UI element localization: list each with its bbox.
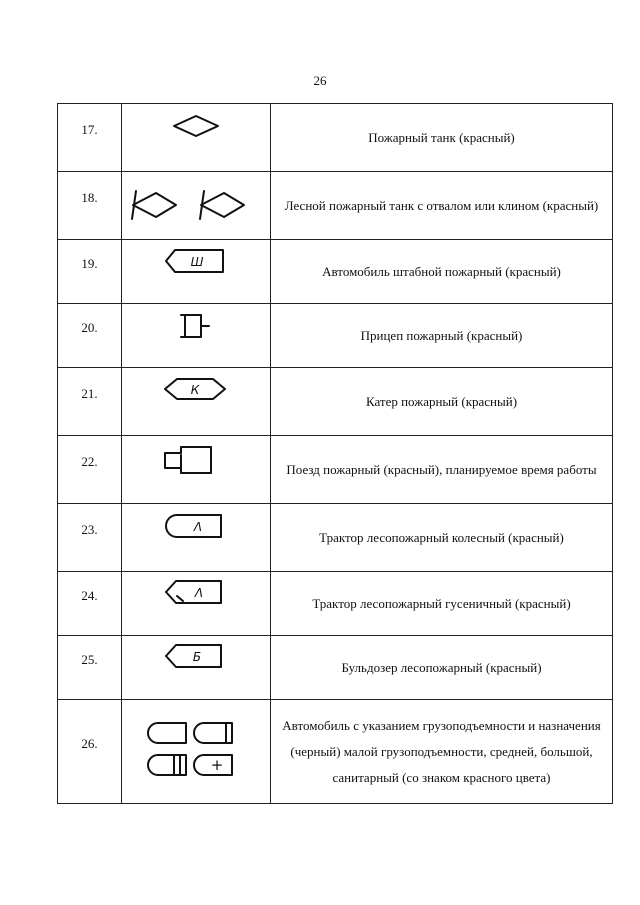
vehicle-letter: Λ xyxy=(194,585,204,600)
boat-icon xyxy=(161,377,231,427)
tank-with-blade-icon xyxy=(126,181,266,231)
light-truck-icon xyxy=(148,723,186,743)
row-description: Лесной пожарный танк с отвалом или клином (красный) xyxy=(271,172,613,240)
row-number: 21. xyxy=(81,385,98,401)
row-description: Катер пожарный (красный) xyxy=(271,368,613,436)
vehicle-letter: Λ xyxy=(193,519,203,534)
row-number: 19. xyxy=(81,255,98,271)
truck-capacity-icons xyxy=(146,717,246,787)
heavy-truck-icon xyxy=(148,755,186,775)
row-description: Пожарный танк (красный) xyxy=(271,104,613,172)
wheeled-tractor-icon xyxy=(161,513,231,563)
vehicle-letter: К xyxy=(190,382,200,397)
table-row xyxy=(58,368,613,436)
row-number: 22. xyxy=(81,453,98,469)
table-row xyxy=(58,304,613,368)
row-number: 17. xyxy=(81,121,98,137)
table-row xyxy=(58,436,613,504)
ambulance-truck-icon xyxy=(194,755,232,775)
table-row xyxy=(58,240,613,304)
row-description: Автомобиль штабной пожарный (красный) xyxy=(271,240,613,304)
vehicle-letter: Ш xyxy=(190,254,204,269)
table-row xyxy=(58,172,613,240)
table-row xyxy=(58,104,613,172)
train-icon xyxy=(161,445,231,495)
vehicle-letter: Б xyxy=(192,649,202,664)
table-row xyxy=(58,636,613,700)
row-number: 24. xyxy=(81,587,98,603)
table-row xyxy=(58,572,613,636)
row-description: Прицеп пожарный (красный) xyxy=(271,304,613,368)
row-description: Бульдозер лесопожарный (красный) xyxy=(271,636,613,700)
row-number: 25. xyxy=(81,651,98,667)
table-row xyxy=(58,504,613,572)
medium-truck-icon xyxy=(194,723,232,743)
row-description: Автомобиль с указанием грузоподъемности и назначения (черный) малой грузоподъемности, средней, большой, санитарный (со знаком красного цвета) xyxy=(271,700,613,804)
row-description: Трактор лесопожарный гусеничный (красный) xyxy=(271,572,613,636)
diamond-icon xyxy=(166,113,226,163)
row-number: 26. xyxy=(81,735,98,751)
symbols-table xyxy=(57,103,613,804)
tracked-tractor-icon xyxy=(161,579,231,629)
row-number: 23. xyxy=(81,521,98,537)
row-number: 18. xyxy=(81,189,98,205)
table-row xyxy=(58,700,613,804)
bulldozer-icon xyxy=(161,643,231,693)
staff-vehicle-icon xyxy=(161,247,231,297)
plus-sign: + xyxy=(210,755,224,774)
row-description: Поезд пожарный (красный), планируемое время работы xyxy=(271,436,613,504)
row-number: 20. xyxy=(81,319,98,335)
page-number: 26 xyxy=(313,73,327,88)
row-description: Трактор лесопожарный колесный (красный) xyxy=(271,504,613,572)
trailer-icon xyxy=(171,311,221,361)
